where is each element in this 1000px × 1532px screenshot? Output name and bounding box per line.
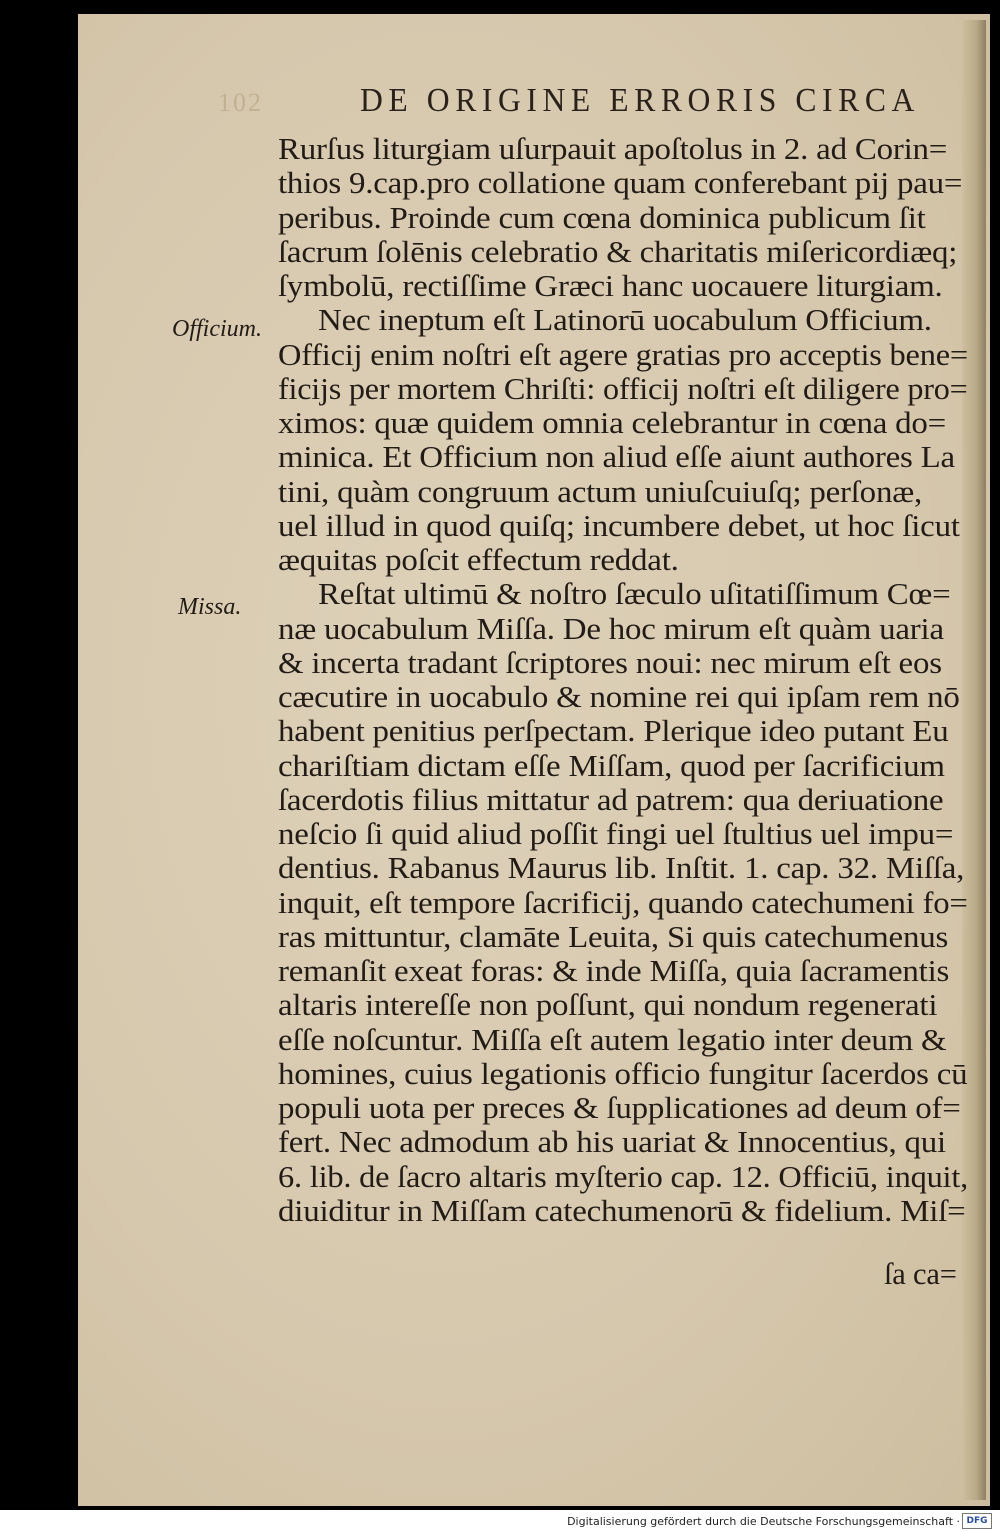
text-line: neſcio ſi quid aliud poſſit fingi uel ſtultius uel impu= xyxy=(278,817,954,851)
text-line: Officij enim noſtri eſt agere gratias pro acceptis bene= xyxy=(278,337,968,372)
text-line: altaris intereſſe non poſſunt, qui nondum regenerati xyxy=(278,988,938,1023)
running-head: DE ORIGINE ERRORIS CIRCA xyxy=(360,82,920,119)
text-line: homines, cuius legationis officio fungitur ſacerdos cū xyxy=(278,1056,968,1091)
text-line: remanſit exeat foras: & inde Miſſa, quia ſacramentis xyxy=(278,954,950,988)
text-line: populi uota per preces & ſupplicationes ad deum of= xyxy=(278,1091,961,1125)
text-line: peribus. Proinde cum cœna dominica publicum ſit xyxy=(278,200,926,235)
margin-note-officium: Officium. xyxy=(172,316,262,342)
text-line: inquit, eſt tempore ſacrificij, quando catechumeni fo= xyxy=(278,885,968,920)
dfg-logo-icon: DFG xyxy=(962,1513,992,1529)
text-line: ſymbolū, rectiſſime Græci hanc uocauere liturgiam. xyxy=(278,269,943,303)
text-line: ſacerdotis filius mittatur ad patrem: qua deriuatione xyxy=(278,782,944,817)
text-line: Nec ineptum eſt Latinorū uocabulum Officium. xyxy=(318,303,932,338)
text-line: chariſtiam dictam eſſe Miſſam, quod per ſacrificium xyxy=(278,748,945,783)
text-line: æquitas poſcit effectum reddat. xyxy=(278,543,679,577)
digitization-credit: Digitalisierung gefördert durch die Deutsche Forschungsgemeinschaft · xyxy=(567,1515,960,1528)
text-line: minica. Et Officium non aliud eſſe aiunt authores La xyxy=(278,440,955,475)
text-line: diuiditur in Miſſam catechumenorū & fidelium. Miſ= xyxy=(278,1193,966,1228)
page-edge-shadow xyxy=(962,20,986,1500)
text-line: ſacrum ſolēnis celebratio & charitatis miſericordiæq; xyxy=(278,234,958,269)
text-line: cæcutire in uocabulo & nomine rei qui ipſam rem nō xyxy=(278,680,960,714)
text-line: eſſe noſcuntur. Miſſa eſt autem legatio inter deum & xyxy=(278,1022,947,1057)
text-line: dentius. Rabanus Maurus lib. Inſtit. 1. cap. 32. Miſſa, xyxy=(278,851,965,886)
bleed-through-page-number: 102 xyxy=(218,88,263,117)
text-line: ficijs per mortem Chriſti: officij noſtri eſt diligere pro= xyxy=(278,371,968,406)
text-line: thios 9.cap.pro collatione quam conferebant pij pau= xyxy=(278,166,963,201)
text-line: Reſtat ultimū & noſtro ſæculo uſitatiſſimum Cœ= xyxy=(318,577,951,612)
text-line: & incerta tradant ſcriptores noui: nec mirum eſt eos xyxy=(278,645,942,680)
text-line: ras mittuntur, clamāte Leuita, Si quis catechumenus xyxy=(278,919,949,954)
text-line: tini, quàm congruum actum uniuſcuiuſq; perſonæ, xyxy=(278,474,922,509)
text-line: uel illud in quod quiſq; incumbere debet, ut hoc ſicut xyxy=(278,508,960,543)
margin-note-missa: Missa. xyxy=(178,594,242,620)
text-line: fert. Nec admodum ab his uariat & Innocentius, qui xyxy=(278,1125,946,1160)
catchword: ſa ca= xyxy=(884,1257,957,1291)
text-line: habent penitius perſpectam. Plerique ideo putant Eu xyxy=(278,714,949,749)
text-line: næ uocabulum Miſſa. De hoc mirum eſt quàm uaria xyxy=(278,611,944,646)
text-line: 6. lib. de ſacro altaris myſterio cap. 12. Officiū, inquit, xyxy=(278,1159,969,1194)
text-line: Rurſus liturgiam uſurpauit apoſtolus in 2. ad Corin= xyxy=(278,132,948,166)
text-line: ximos: quæ quidem omnia celebrantur in cœna do= xyxy=(278,406,947,440)
